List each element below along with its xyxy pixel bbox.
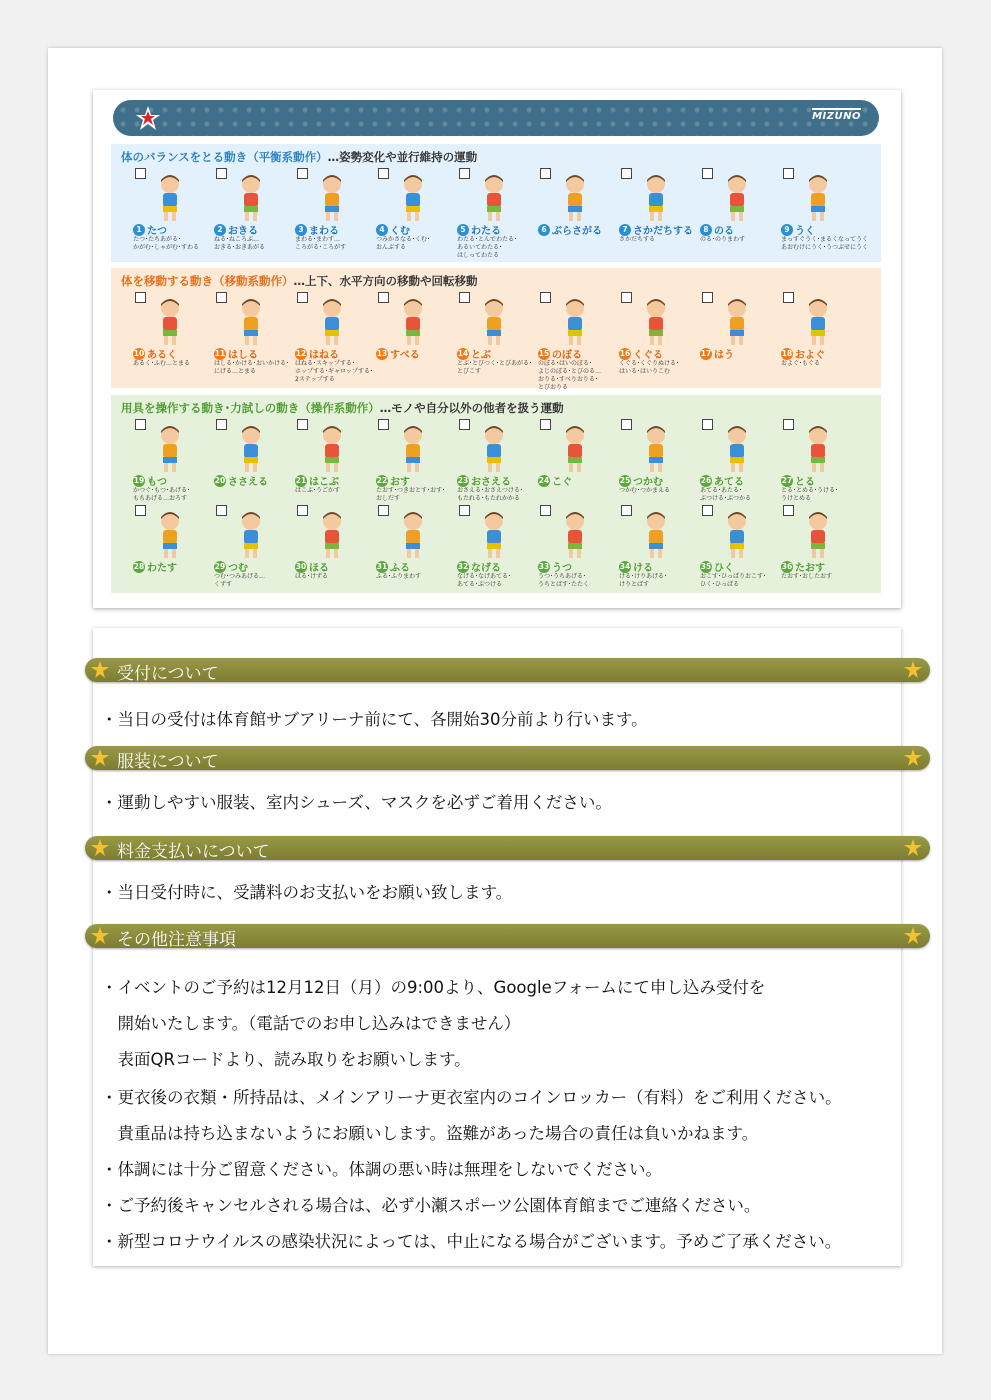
movement-item — [773, 505, 853, 605]
item-name: あてる — [714, 477, 744, 488]
movement-item — [530, 419, 610, 519]
item-name: およぐ — [795, 350, 825, 361]
movement-item — [287, 292, 373, 392]
section-title-main: 用具を操作する動き･力試しの動き（操作系動作） — [121, 401, 380, 415]
movement-item — [773, 419, 853, 519]
item-name: のぼる — [552, 350, 582, 361]
item-label — [538, 222, 602, 237]
item-description: のぼる･はいのぼる･ よじのぼる･とびのる… おりる･すべりおりる･ とびおりる — [538, 360, 602, 391]
item-label — [700, 559, 734, 574]
movement-item — [368, 168, 448, 268]
item-name: さかだちする — [633, 226, 693, 237]
item-description: あてる･あたる･ ぶつける･ぶつかる — [700, 487, 752, 502]
star-icon — [91, 927, 109, 945]
item-checkbox[interactable] — [378, 419, 389, 430]
item-name: うつ — [552, 563, 572, 574]
item-checkbox[interactable] — [135, 419, 146, 430]
item-checkbox[interactable] — [702, 505, 713, 516]
movement-item — [530, 505, 610, 605]
item-number: 20 — [214, 475, 226, 485]
movement-item — [611, 419, 691, 519]
item-checkbox[interactable] — [216, 168, 227, 179]
item-checkbox[interactable] — [702, 419, 713, 430]
item-description: つかむ･つかまえる — [619, 487, 671, 494]
notice-heading: 服装について — [117, 752, 219, 772]
item-description: たおす･おしたおす — [781, 573, 833, 580]
child-figure-icon — [714, 172, 760, 224]
item-name: はねる — [309, 350, 339, 361]
notice-heading: 受付について — [117, 664, 219, 684]
section-title — [121, 149, 477, 165]
item-description: うつ･うちあげる･ うちとばす･たたく — [538, 573, 590, 588]
section-manipulation — [111, 395, 881, 593]
item-name: ひく — [714, 563, 734, 574]
child-figure-icon — [471, 296, 517, 348]
item-label — [376, 559, 410, 574]
item-name: あるく — [147, 350, 177, 361]
notice-line: ・運動しやすい服装、室内シューズ、マスクを必ずご着用ください。 — [101, 793, 612, 812]
item-label — [295, 222, 339, 237]
item-checkbox[interactable] — [540, 168, 551, 179]
item-number: 23 — [457, 475, 469, 485]
item-number: 1 — [133, 224, 145, 236]
movement-item — [368, 505, 448, 605]
item-description: とぶ･とびつく･とびあがる･ とびこす — [457, 360, 533, 375]
item-number: 8 — [700, 224, 712, 236]
item-checkbox[interactable] — [702, 168, 713, 179]
movement-item — [611, 292, 691, 392]
item-label — [700, 473, 744, 488]
item-number: 26 — [700, 475, 712, 485]
movement-item — [125, 505, 205, 605]
movement-item — [692, 292, 772, 392]
item-name: とる — [795, 477, 815, 488]
item-label — [619, 222, 693, 237]
movement-item — [773, 292, 853, 392]
item-name: つかむ — [633, 477, 663, 488]
child-figure-icon — [795, 423, 841, 475]
notice-line: 貴重品は持ち込まないようにお願いします。盗難があった場合の責任は負いかねます。 — [101, 1124, 759, 1143]
movement-item — [692, 505, 772, 605]
item-checkbox[interactable] — [297, 168, 308, 179]
item-number: 2 — [214, 224, 226, 236]
movement-item — [287, 505, 367, 605]
movement-item — [287, 419, 367, 519]
item-description: とる･とめる･うける･ うけとめる — [781, 487, 839, 502]
heading-bar-payment — [85, 836, 930, 860]
notice-line: 開始いたします。（電話でのお申し込みはできません） — [101, 1014, 521, 1033]
child-figure-icon — [552, 296, 598, 348]
item-label — [538, 559, 572, 574]
notice-line: ・新型コロナウイルスの感染状況によっては、中止になる場合がございます。予めご了承ください。 — [101, 1232, 842, 1251]
item-number: 30 — [295, 561, 307, 571]
movement-item — [449, 419, 529, 519]
item-number: 5 — [457, 224, 469, 236]
notice-line: ・ご予約後キャンセルされる場合は、必ず小瀬スポーツ公園体育館までご連絡ください。 — [101, 1196, 761, 1215]
movement-item — [530, 292, 610, 392]
item-label — [133, 346, 177, 361]
item-description: わたる･とんでわたる･ あるいてわたる･ はしってわたる — [457, 236, 518, 259]
item-checkbox[interactable] — [459, 292, 470, 303]
movement-item — [206, 292, 290, 392]
item-checkbox[interactable] — [540, 292, 551, 303]
item-description: くぐる･くぐりぬける･ はいる･はいりこむ — [619, 360, 680, 375]
item-label — [457, 559, 501, 574]
item-label — [700, 222, 734, 237]
item-checkbox[interactable] — [297, 419, 308, 430]
item-number: 16 — [619, 348, 631, 358]
item-number: 7 — [619, 224, 631, 236]
star-icon — [904, 839, 922, 857]
item-checkbox[interactable] — [135, 168, 146, 179]
item-checkbox[interactable] — [783, 168, 794, 179]
movement-item — [125, 292, 205, 392]
item-checkbox[interactable] — [135, 505, 146, 516]
item-checkbox[interactable] — [621, 419, 632, 430]
item-description: あるく･ふむ…とまる — [133, 360, 191, 367]
child-figure-icon — [714, 296, 760, 348]
heading-bar-clothing — [85, 746, 930, 770]
movement-item — [125, 168, 205, 268]
item-label — [457, 222, 501, 237]
item-name: ぶらさがる — [552, 226, 602, 237]
brand-logo-icon: MIZUNO — [812, 108, 861, 122]
section-title-sub: …上下、水平方向の移動や回転移動 — [293, 274, 478, 288]
child-figure-icon — [147, 172, 193, 224]
item-number: 34 — [619, 561, 631, 571]
item-number: 13 — [376, 348, 388, 358]
child-figure-icon — [390, 296, 436, 348]
child-figure-icon — [795, 509, 841, 561]
item-label — [376, 473, 410, 488]
movement-chart-card — [93, 90, 901, 608]
section-locomotion — [111, 268, 881, 391]
star-icon — [904, 749, 922, 767]
item-label — [538, 346, 582, 361]
item-name: はしる — [228, 350, 258, 361]
child-figure-icon — [714, 423, 760, 475]
item-checkbox[interactable] — [378, 168, 389, 179]
item-label — [619, 346, 663, 361]
item-name: もつ — [147, 477, 167, 488]
item-name: たつ — [147, 226, 167, 237]
section-title-main: 体のバランスをとる動き（平衡系動作） — [121, 150, 328, 164]
section-title-sub: …姿勢変化や並行維持の運動 — [327, 150, 478, 164]
child-figure-icon — [633, 172, 679, 224]
item-number: 4 — [376, 224, 388, 236]
item-description: たおす･つきおとす･おす･ おしだす — [376, 487, 446, 502]
child-figure-icon — [309, 172, 355, 224]
item-label — [295, 473, 339, 488]
item-description: ねる･ねころぶ… おきる･おきあがる — [214, 236, 266, 251]
child-figure-icon — [228, 423, 274, 475]
item-label — [376, 222, 410, 237]
item-label — [457, 473, 511, 488]
item-name: わたす — [147, 563, 177, 574]
item-description: おこす･ひっぱりおこす･ ひく･ひっぱる — [700, 573, 767, 588]
item-label — [214, 473, 268, 488]
item-description: のる･のりまわす — [700, 236, 746, 243]
child-figure-icon — [147, 423, 193, 475]
star-icon — [91, 839, 109, 857]
item-name: こぐ — [552, 477, 572, 488]
item-checkbox[interactable] — [783, 292, 794, 303]
child-figure-icon — [309, 509, 355, 561]
item-number: 35 — [700, 561, 712, 571]
notice-heading: 料金支払いについて — [117, 842, 270, 862]
item-name: うく — [795, 226, 815, 237]
item-description: たつ･たちあがる･ かがむ･しゃがむ･すわる — [133, 236, 200, 251]
heading-bar-other — [85, 924, 930, 948]
item-label — [133, 473, 167, 488]
item-number: 17 — [700, 348, 712, 358]
item-description: おさえる･おさえつける･ もたれる･もたれかかる — [457, 487, 523, 502]
item-label — [781, 346, 825, 361]
star-icon — [91, 661, 109, 679]
item-checkbox[interactable] — [540, 419, 551, 430]
item-number: 6 — [538, 224, 550, 236]
movement-item — [773, 168, 869, 268]
movement-item — [206, 505, 286, 605]
item-checkbox[interactable] — [621, 292, 632, 303]
notice-line: ・当日受付時に、受講料のお支払いをお願い致します。 — [101, 883, 513, 902]
item-label — [619, 559, 653, 574]
item-checkbox[interactable] — [783, 419, 794, 430]
item-checkbox[interactable] — [378, 505, 389, 516]
child-figure-icon — [795, 296, 841, 348]
movement-item — [206, 168, 286, 268]
item-name: おさえる — [471, 477, 511, 488]
item-checkbox[interactable] — [702, 292, 713, 303]
item-name: ささえる — [228, 477, 268, 488]
item-description: はねる･スキップする･ ホップする･ギャロップする･ 2ステップする — [295, 360, 373, 383]
section-title-sub: …モノや自分以外の他者を扱う運動 — [379, 401, 564, 415]
item-checkbox[interactable] — [459, 419, 470, 430]
item-number: 14 — [457, 348, 469, 358]
item-name: はう — [714, 350, 734, 361]
movement-item — [692, 419, 772, 519]
movement-item — [287, 168, 367, 268]
item-label — [295, 559, 329, 574]
item-name: おきる — [228, 226, 258, 237]
star-icon — [904, 661, 922, 679]
item-checkbox[interactable] — [459, 505, 470, 516]
item-label — [538, 473, 572, 488]
item-label — [133, 222, 167, 237]
item-number: 31 — [376, 561, 388, 571]
child-figure-icon — [471, 172, 517, 224]
item-description: ほる･けずる — [295, 573, 329, 580]
child-figure-icon — [228, 509, 274, 561]
child-figure-icon — [633, 423, 679, 475]
item-checkbox[interactable] — [621, 168, 632, 179]
child-figure-icon — [471, 423, 517, 475]
item-name: のる — [714, 226, 734, 237]
child-figure-icon — [552, 423, 598, 475]
movement-item — [125, 419, 205, 519]
movement-item — [530, 168, 610, 268]
child-figure-icon — [228, 172, 274, 224]
item-description: はこぶ･うごかす — [295, 487, 341, 494]
item-name: すべる — [390, 350, 420, 361]
chart-banner — [113, 100, 879, 136]
item-number: 36 — [781, 561, 793, 571]
item-number: 12 — [295, 348, 307, 358]
item-checkbox[interactable] — [297, 505, 308, 516]
item-name: くむ — [390, 226, 410, 237]
child-figure-icon — [228, 296, 274, 348]
item-name: わたる — [471, 226, 501, 237]
item-label — [781, 559, 825, 574]
notice-line: ・体調には十分ご留意ください。体調の悪い時は無理をしないでください。 — [101, 1160, 662, 1179]
notice-line: ・更衣後の衣類・所持品は、メインアリーナ更衣室内のコインロッカー（有料）をご利用ください。 — [101, 1088, 842, 1107]
item-name: なげる — [471, 563, 501, 574]
child-figure-icon — [390, 172, 436, 224]
item-checkbox[interactable] — [216, 292, 227, 303]
item-number: 25 — [619, 475, 631, 485]
notice-panel — [93, 628, 901, 1266]
item-name: たおす — [795, 563, 825, 574]
child-figure-icon — [309, 423, 355, 475]
item-number: 29 — [214, 561, 226, 571]
item-name: くぐる — [633, 350, 663, 361]
item-name: まわる — [309, 226, 339, 237]
item-description: ける･けりあげる･ けりとばす — [619, 573, 668, 588]
child-figure-icon — [633, 296, 679, 348]
section-balance — [111, 144, 881, 262]
item-label — [457, 346, 491, 361]
notice-line: 表面QRコードより、読み取りをお願いします。 — [101, 1050, 471, 1069]
star-icon — [91, 749, 109, 767]
item-label — [781, 222, 815, 237]
movement-item — [611, 505, 691, 605]
child-figure-icon — [390, 509, 436, 561]
item-number: 15 — [538, 348, 550, 358]
child-figure-icon — [552, 172, 598, 224]
item-number: 11 — [214, 348, 226, 358]
item-label — [781, 473, 815, 488]
item-label — [214, 222, 258, 237]
item-label — [619, 473, 663, 488]
item-name: ふる — [390, 563, 410, 574]
item-name: ほる — [309, 563, 329, 574]
item-checkbox[interactable] — [135, 292, 146, 303]
movement-item — [449, 505, 529, 605]
movement-item — [692, 168, 772, 268]
child-figure-icon — [309, 296, 355, 348]
section-title-main: 体を移動する動き（移動系動作） — [121, 274, 294, 288]
item-number: 28 — [133, 561, 145, 571]
child-figure-icon — [471, 509, 517, 561]
movement-item — [611, 168, 691, 268]
star-logo-icon — [135, 105, 161, 131]
item-description: およぐ･もぐる — [781, 360, 821, 367]
item-label — [214, 346, 258, 361]
notice-heading: その他注意事項 — [117, 930, 236, 950]
item-description: ふる･ふりまわす — [376, 573, 422, 580]
item-number: 32 — [457, 561, 469, 571]
item-label — [214, 559, 248, 574]
item-number: 27 — [781, 475, 793, 485]
notice-line: ・当日の受付は体育館サブアリーナ前にて、各開始30分前より行います。 — [101, 710, 648, 729]
movement-item — [368, 292, 448, 392]
child-figure-icon — [390, 423, 436, 475]
child-figure-icon — [633, 509, 679, 561]
item-checkbox[interactable] — [459, 168, 470, 179]
item-checkbox[interactable] — [540, 505, 551, 516]
item-number: 33 — [538, 561, 550, 571]
child-figure-icon — [147, 509, 193, 561]
item-checkbox[interactable] — [378, 292, 389, 303]
item-description: まっすぐうく･まるくなってうく あおむけにうく･うつぶせにうく — [781, 236, 869, 251]
heading-bar-reception — [85, 658, 930, 682]
item-number: 24 — [538, 475, 550, 485]
item-description: かつぐ･もつ･あげる･ もちあげる…おろす — [133, 487, 191, 502]
item-checkbox[interactable] — [783, 505, 794, 516]
item-label — [376, 346, 420, 361]
notice-line: ・イベントのご予約は12月12日（月）の9:00より、Googleフォームにて申し込み受付を — [101, 978, 766, 997]
child-figure-icon — [714, 509, 760, 561]
item-number: 9 — [781, 224, 793, 236]
section-title — [121, 400, 564, 416]
item-name: つむ — [228, 563, 248, 574]
item-label — [295, 346, 339, 361]
item-number: 3 — [295, 224, 307, 236]
item-description: まわる･まわす… ころがる･ころがす — [295, 236, 347, 251]
item-checkbox[interactable] — [216, 505, 227, 516]
item-name: とぶ — [471, 350, 491, 361]
item-label — [700, 346, 734, 361]
child-figure-icon — [795, 172, 841, 224]
movement-item — [449, 292, 533, 392]
item-description: つむ･つみあげる… くずす — [214, 573, 266, 588]
item-description: はしる･かける･おいかける･ にげる…とまる — [214, 360, 290, 375]
item-checkbox[interactable] — [216, 419, 227, 430]
item-label — [133, 559, 177, 574]
item-name: おす — [390, 477, 410, 488]
item-name: ける — [633, 563, 653, 574]
movement-item — [206, 419, 286, 519]
item-description: さかだちする — [619, 236, 656, 243]
child-figure-icon — [147, 296, 193, 348]
item-number: 21 — [295, 475, 307, 485]
item-description: つみかさなる･くむ･ おんぶする — [376, 236, 431, 251]
child-figure-icon — [552, 509, 598, 561]
section-title — [121, 273, 478, 289]
movement-item — [368, 419, 448, 519]
movement-item — [449, 168, 529, 268]
item-number: 18 — [781, 348, 793, 358]
item-checkbox[interactable] — [621, 505, 632, 516]
item-description: なげる･なげあてる･ あてる･ぶつける — [457, 573, 512, 588]
item-name: はこぶ — [309, 477, 339, 488]
item-number: 10 — [133, 348, 145, 358]
item-number: 19 — [133, 475, 145, 485]
item-number: 22 — [376, 475, 388, 485]
item-checkbox[interactable] — [297, 292, 308, 303]
star-icon — [904, 927, 922, 945]
